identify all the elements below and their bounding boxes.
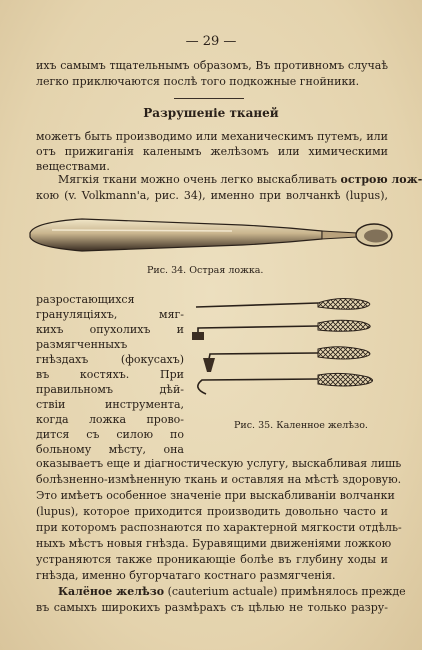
text-line: ихъ самымъ тщательнымъ образомъ, Въ противномъ случаѣ (36, 59, 388, 72)
text-line: болѣзненно-измѣненную ткань и оставляя на мѣстѣ здоровую. (36, 473, 402, 486)
text-line: правильномъ дѣй- (36, 383, 184, 396)
page-number: — 29 — (185, 34, 237, 49)
text-line: кихъ опухолихъ и (36, 323, 184, 336)
cautery-irons-illustration (188, 292, 388, 410)
text-line: кою (v. Volkmann'a, рис. 34), именно при волчанкѣ (lupus), (36, 189, 388, 202)
text-line: разростающихся (36, 293, 135, 306)
text-line: (lupus), которое приходится производить довольно часто и (36, 505, 388, 518)
text-line: устраняются также проникающіе болѣе въ глубину ходы и (36, 553, 388, 566)
text-line (58, 584, 406, 600)
text-line: ствіи инструмента, (36, 398, 184, 411)
bold-term: Калёное желѣзо (58, 585, 165, 598)
text-span: Мягкія ткани можно очень легко выскабливать (58, 173, 338, 186)
text-line: Это имѣетъ особенное значеніе при выскабливаніи волчанки (36, 489, 395, 502)
text-line: легко приключаются послѣ того подкожные гнойники. (36, 75, 360, 88)
text-line: въ костяхъ. При (36, 368, 184, 381)
figure-34-caption: Рис. 34. Острая ложка. (147, 265, 264, 276)
text-line: размягченныхъ (36, 338, 128, 351)
figure-35-caption: Рис. 35. Каленное желѣзо. (234, 420, 368, 431)
sharp-spoon-illustration (22, 205, 400, 265)
text-line: веществами. (36, 160, 110, 173)
text-line (58, 172, 422, 188)
text-line: грануляціяхъ, мяг- (36, 308, 184, 321)
text-line: отъ прижиганія каленымъ желѣзомъ или химическими (36, 145, 388, 158)
text-line: дится съ силою по (36, 428, 184, 441)
section-divider (174, 98, 244, 99)
text-line: при которомъ распознаются по характерной мягкости отдѣль- (36, 521, 402, 534)
text-line: можетъ быть производимо или механическимъ путемъ, или (36, 130, 388, 143)
text-line: въ самыхъ широкихъ размѣрахъ съ цѣлью не только разру- (36, 601, 388, 614)
text-line: ныхъ мѣстъ новыя гнѣзда. Буравящими движеніями ложкою (36, 537, 392, 550)
text-line: гнѣзда, именно бугорчатаго костнаго размягченія. (36, 569, 336, 582)
text-span: (cauterium actuale) примѣнялось прежде (167, 585, 406, 598)
text-line: гнѣздахъ (фокусахъ) (36, 353, 184, 366)
bold-term: острою лож- (340, 173, 422, 186)
text-line: когда ложка прово- (36, 413, 184, 426)
section-title: Разрушеніе тканей (143, 106, 279, 120)
text-line: больному мѣсту, она (36, 443, 184, 456)
text-line: оказываетъ еще и діагностическую услугу, выскабливая лишь (36, 457, 402, 470)
